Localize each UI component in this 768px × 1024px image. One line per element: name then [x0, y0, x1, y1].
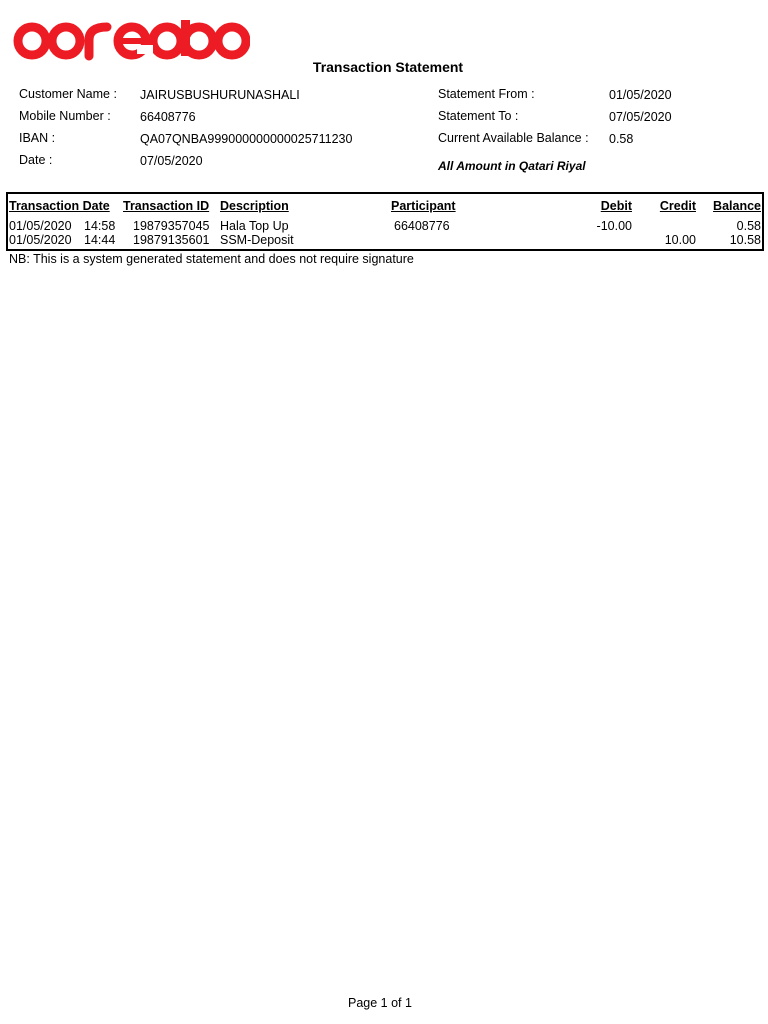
header-transaction-id: Transaction ID: [123, 199, 210, 213]
currency-note: All Amount in Qatari Riyal: [438, 159, 586, 173]
row-time: 14:44: [84, 233, 116, 247]
logo-graphic: [13, 20, 250, 62]
iban-label: IBAN :: [19, 131, 56, 145]
current-balance-value: 0.58: [609, 132, 634, 146]
row-transaction-id: 19879357045: [133, 219, 210, 233]
row-date: 01/05/2020: [9, 233, 72, 247]
date-value: 07/05/2020: [140, 154, 203, 168]
mobile-number-value: 66408776: [140, 110, 196, 124]
ooredoo-logo: [13, 20, 250, 62]
current-balance-label: Current Available Balance :: [438, 131, 589, 145]
footnote: NB: This is a system generated statement and does not require signature: [9, 252, 414, 266]
header-balance: Balance: [713, 199, 761, 213]
statement-from-value: 01/05/2020: [609, 88, 672, 102]
page-title: Transaction Statement: [312, 59, 464, 75]
row-debit: -10.00: [596, 219, 632, 233]
statement-to-label: Statement To :: [438, 109, 519, 123]
header-credit: Credit: [659, 199, 696, 213]
header-transaction-date: Transaction Date: [9, 199, 110, 213]
date-label: Date :: [19, 153, 53, 167]
row-credit: 10.00: [664, 233, 696, 247]
header-description: Description: [220, 199, 289, 213]
row-transaction-id: 19879135601: [133, 233, 210, 247]
customer-name-label: Customer Name :: [19, 87, 117, 101]
row-balance: 10.58: [729, 233, 761, 247]
header-debit: Debit: [600, 199, 632, 213]
page-number: Page 1 of 1: [348, 996, 412, 1010]
row-balance: 0.58: [736, 219, 761, 233]
mobile-number-label: Mobile Number :: [19, 109, 111, 123]
header-participant: Participant: [391, 199, 456, 213]
row-description: Hala Top Up: [220, 219, 289, 233]
row-description: SSM-Deposit: [220, 233, 294, 247]
row-time: 14:58: [84, 219, 116, 233]
row-participant: 66408776: [394, 219, 450, 233]
statement-from-label: Statement From :: [438, 87, 535, 101]
row-date: 01/05/2020: [9, 219, 72, 233]
iban-value: QA07QNBA999000000000025711230: [140, 132, 353, 146]
customer-name-value: JAIRUSBUSHURUNASHALI: [140, 88, 300, 102]
statement-to-value: 07/05/2020: [609, 110, 672, 124]
